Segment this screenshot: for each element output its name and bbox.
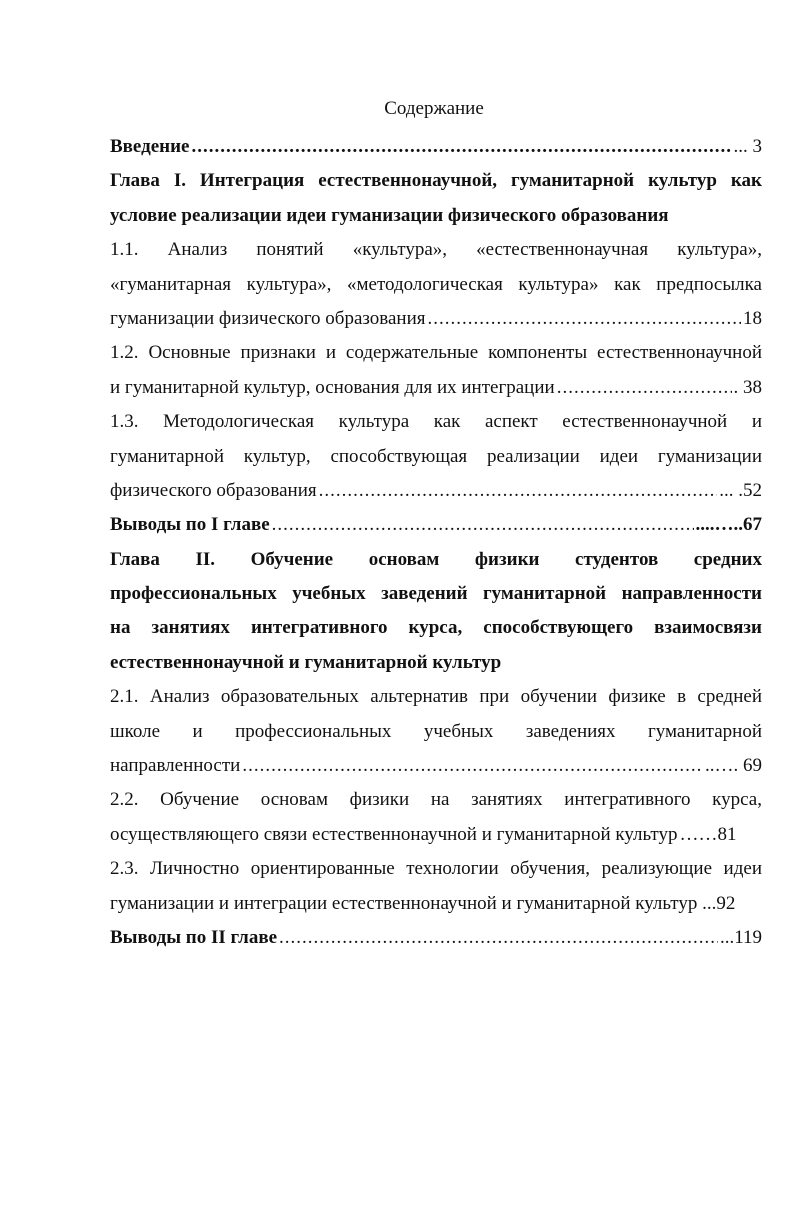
toc-page-number: ....…..67 [695,514,762,536]
toc-section-1-1-cont: «гуманитарная культура», «методологическая культура» как предпосылка [110,273,762,295]
toc-section-2-2-last [110,818,762,852]
toc-entry-text: и гуманитарной культур, основания для их интеграции [110,376,555,398]
toc-page-number: ……81 [679,823,737,845]
table-of-contents [110,130,762,955]
toc-entry-text: направленности [110,755,241,777]
toc-conclusions-chapter-2[interactable] [110,921,762,955]
toc-section-1-1-last [110,302,762,336]
toc-section-1-2-last [110,371,762,405]
toc-entry-text: Выводы по II главе [110,926,278,948]
toc-chapter-1-heading[interactable]: Глава I. Интеграция естественнонаучной, гуманитарной культур как [110,170,762,192]
leader-dots [557,371,732,405]
toc-entry-introduction[interactable] [110,130,762,164]
toc-section-1-3[interactable]: 1.3. Методологическая культура как аспект естественнонаучной и [110,411,762,433]
toc-chapter-2-heading-cont: естественнонаучной и гуманитарной культур [110,651,502,673]
toc-section-2-2[interactable]: 2.2. Обучение основам физики на занятиях интегративного курса, [110,789,762,811]
toc-entry-text: гуманизации физического образования [110,307,426,329]
toc-section-1-2[interactable]: 1.2. Основные признаки и содержательные компоненты естественнонаучной [110,342,762,364]
toc-page-number: . 38 [733,376,762,398]
toc-section-1-3-cont: гуманитарной культур, способствующая реализации идеи гуманизации [110,445,762,467]
toc-section-2-1-cont: школе и профессиональных учебных заведениях гуманитарной [110,720,762,742]
toc-page-number: 18 [743,307,762,329]
toc-section-1-1[interactable]: 1.1. Анализ понятий «культура», «естественнонаучная культура», [110,239,762,261]
leader-dots [192,130,732,164]
toc-page-number: ...119 [719,926,762,948]
toc-chapter-2-heading[interactable]: Глава II. Обучение основам физики студентов средних [110,548,762,570]
leader-dots [272,508,694,542]
toc-conclusions-chapter-1[interactable] [110,508,762,542]
toc-section-2-1[interactable]: 2.1. Анализ образовательных альтернатив при обучении физике в средней [110,686,762,708]
leader-dots [279,921,718,955]
toc-entry-text: Введение [110,136,190,157]
toc-entry-text: Выводы по I главе [110,514,270,536]
toc-entry-text: физического образования [110,479,317,501]
leader-dots [242,749,703,783]
toc-entry-text: осуществляющего связи естественнонаучной и гуманитарной культур [110,823,678,845]
toc-page-number: ... 3 [733,136,762,157]
leader-dots [428,302,741,336]
toc-section-2-3-last: гуманизации и интеграции естественнонаучной и гуманитарной культур ...92 [110,892,736,914]
toc-chapter-2-heading-cont: на занятиях интегративного курса, способствующего взаимосвязи [110,617,762,639]
toc-chapter-1-heading-cont: условие реализации идеи гуманизации физического образования [110,204,669,226]
toc-chapter-2-heading-cont: профессиональных учебных заведений гуманитарной направленности [110,583,762,605]
toc-page-number: ... .52 [719,479,762,501]
toc-section-1-3-last [110,474,762,508]
toc-section-2-3[interactable]: 2.3. Личностно ориентированные технологии обучения, реализующие идеи [110,858,762,880]
toc-page-number: ..…. 69 [705,755,762,777]
page-title: Содержание [384,98,484,119]
leader-dots [319,474,718,508]
toc-section-2-1-last [110,749,762,783]
